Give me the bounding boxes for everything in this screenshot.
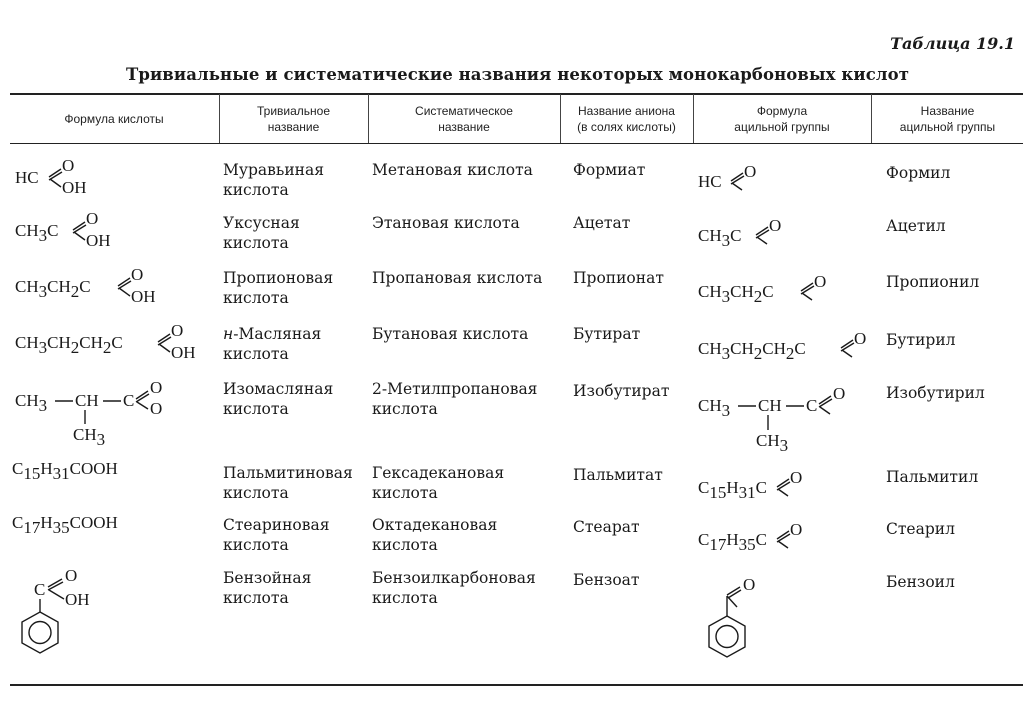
- formula-atom: O: [86, 209, 99, 228]
- acyl-formula: [698, 214, 808, 258]
- formula-atom: C17H35C: [698, 530, 767, 554]
- acyl-name: Формил: [886, 164, 951, 182]
- benzoic-acid-structure: [12, 565, 132, 669]
- header-trivial: [220, 94, 367, 143]
- acyl-formula: [698, 270, 848, 314]
- prefix-n: н: [223, 325, 234, 343]
- formula-atom: OH: [86, 231, 111, 250]
- formula-atom: O: [62, 156, 75, 175]
- formula-atom: C15H31C: [698, 478, 767, 502]
- formula-atom: O: [854, 329, 867, 348]
- anion-name: Изобутират: [573, 382, 670, 400]
- header-rule: [10, 143, 1023, 144]
- systematic-name: Бензоилкарбоновая кислота: [372, 569, 536, 607]
- acid-formula: [15, 320, 215, 368]
- formula-atom: CH: [758, 396, 782, 415]
- formula-atom: HC: [698, 172, 722, 191]
- systematic-name: Бутановая кислота: [372, 325, 529, 343]
- formula-atom: O: [150, 399, 163, 418]
- acyl-name: Стеарил: [886, 520, 955, 538]
- trivial-name: Стеариновая кислота: [223, 516, 330, 554]
- acyl-formula: [698, 160, 788, 204]
- anion-name: Пальмитат: [573, 466, 663, 484]
- formula-atom: O: [769, 216, 782, 235]
- formula-atom: OH: [62, 178, 87, 197]
- trivial-name: Муравьиная кислота: [223, 161, 324, 199]
- bottom-rule: [10, 684, 1023, 686]
- formula-atom: CH3CH2CH2C: [15, 333, 123, 357]
- acid-formula: [15, 378, 185, 452]
- formula-atom: OH: [65, 590, 90, 609]
- table-number: Таблица 19.1: [890, 34, 1015, 53]
- formula-atom: CH3: [15, 391, 48, 415]
- header-acyl-formula-text: Формула ацильной группы: [734, 103, 830, 134]
- formula-atom: O: [833, 384, 846, 403]
- acyl-name: Пальмитил: [886, 468, 979, 486]
- acid-formula: [15, 155, 125, 203]
- formula-atom: O: [171, 321, 184, 340]
- acid-formula: [15, 208, 135, 256]
- formula-atom: CH3C: [698, 226, 742, 250]
- formula-atom: OH: [171, 343, 196, 362]
- systematic-name: Пропановая кислота: [372, 269, 543, 287]
- header-acyl-formula: [694, 94, 870, 143]
- trivial-name: Уксусная кислота: [223, 214, 300, 252]
- acyl-formula: [698, 382, 868, 456]
- acyl-formula: [698, 327, 868, 371]
- benzoyl-structure: [694, 565, 794, 679]
- benzene-ring: [22, 612, 58, 653]
- benzene-circle: [716, 626, 738, 648]
- acyl-name: Изобутирил: [886, 384, 985, 402]
- formula-atom: CH3: [73, 425, 106, 449]
- formula-atom: CH3CH2C: [15, 277, 91, 301]
- formula-atom: CH3CH2C: [698, 282, 774, 306]
- trivial-name: н-Масляная кислота: [223, 325, 322, 363]
- anion-name: Ацетат: [573, 214, 631, 232]
- table-title: Тривиальные и систематические названия некоторых монокарбоновых кислот: [125, 65, 910, 84]
- formula-atom: CH3C: [15, 221, 59, 245]
- formula-atom: O: [744, 162, 757, 181]
- benzene-circle: [29, 622, 51, 644]
- header-anion-text: Название аниона (в солях кислоты): [577, 103, 676, 134]
- anion-name: Стеарат: [573, 518, 640, 536]
- acyl-name: Бутирил: [886, 331, 956, 349]
- anion-name: Бензоат: [573, 571, 640, 589]
- systematic-name: Октадекановая кислота: [372, 516, 498, 554]
- formula-atom: O: [131, 265, 144, 284]
- systematic-name: Метановая кислота: [372, 161, 533, 179]
- systematic-name: Гексадекановая кислота: [372, 464, 505, 502]
- formula-atom: C: [34, 580, 46, 599]
- systematic-name: Этановая кислота: [372, 214, 520, 232]
- formula-atom: CH3: [698, 396, 731, 420]
- trivial-name: Пропионовая кислота: [223, 269, 334, 307]
- trivial-name: Бензойная кислота: [223, 569, 312, 607]
- acyl-name: Бензоил: [886, 573, 955, 591]
- acyl-formula: [698, 518, 828, 562]
- acid-formula: [12, 506, 152, 540]
- formula-atom: CH3CH2CH2C: [698, 339, 806, 363]
- anion-name: Формиат: [573, 161, 646, 179]
- header-acyl-name: [872, 94, 1023, 143]
- anion-name: Пропионат: [573, 269, 664, 287]
- header-systematic: [369, 94, 559, 143]
- header-formula-text: Формула кислоты: [64, 111, 164, 126]
- formula-atom: O: [814, 272, 827, 291]
- formula-atom: HC: [15, 168, 39, 187]
- formula-atom: O: [743, 575, 756, 594]
- systematic-name: 2-Метилпропановая кислота: [372, 380, 538, 418]
- formula-atom: CH3: [756, 431, 789, 455]
- benzene-ring: [709, 616, 745, 657]
- header-systematic-text: Систематическое название: [415, 103, 513, 134]
- header-anion: [561, 94, 692, 143]
- acyl-formula: [698, 466, 828, 510]
- formula-atom: C17H35COOH: [12, 513, 118, 537]
- formula-atom: OH: [131, 287, 156, 306]
- acyl-name: Пропионил: [886, 273, 980, 291]
- formula-atom: O: [790, 468, 803, 487]
- formula-atom: CH: [75, 391, 99, 410]
- formula-atom: O: [150, 378, 163, 397]
- acid-formula: [12, 452, 152, 486]
- formula-atom: O: [790, 520, 803, 539]
- header-trivial-text: Тривиальное название: [256, 103, 330, 134]
- formula-atom: C: [806, 396, 818, 415]
- trivial-name: Пальмитиновая кислота: [223, 464, 353, 502]
- formula-atom: C: [123, 391, 135, 410]
- formula-atom: O: [65, 566, 78, 585]
- header-formula: [10, 94, 218, 143]
- anion-name: Бутират: [573, 325, 641, 343]
- header-acyl-name-text: Название ацильной группы: [899, 103, 996, 134]
- acid-formula: [15, 264, 175, 312]
- acyl-name: Ацетил: [886, 217, 946, 235]
- trivial-name: Изомасляная кислота: [223, 380, 334, 418]
- formula-atom: C15H31COOH: [12, 459, 118, 483]
